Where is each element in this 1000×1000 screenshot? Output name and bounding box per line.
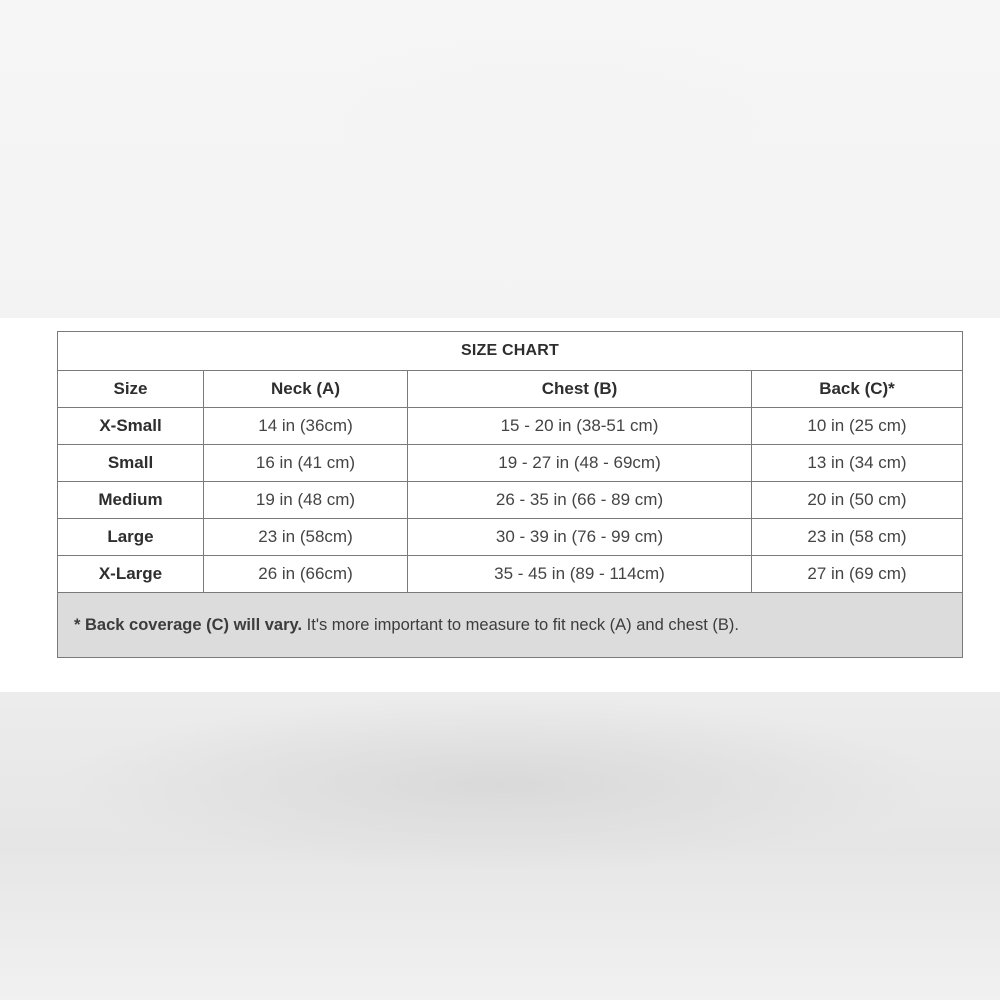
chest-cell: 15 - 20 in (38-51 cm) [408, 408, 752, 445]
size-cell: Large [58, 519, 204, 556]
table-row [58, 445, 963, 482]
table-row [58, 519, 963, 556]
column-header-chest: Chest (B) [408, 371, 752, 408]
back-cell: 27 in (69 cm) [752, 556, 963, 593]
back-cell: 13 in (34 cm) [752, 445, 963, 482]
blurred-background-bottom [0, 692, 1000, 1000]
column-header-neck: Neck (A) [204, 371, 408, 408]
chest-cell: 26 - 35 in (66 - 89 cm) [408, 482, 752, 519]
neck-cell: 23 in (58cm) [204, 519, 408, 556]
size-cell: X-Large [58, 556, 204, 593]
footnote-row [58, 593, 963, 658]
chest-cell: 35 - 45 in (89 - 114cm) [408, 556, 752, 593]
table-title: SIZE CHART [58, 332, 963, 371]
neck-cell: 16 in (41 cm) [204, 445, 408, 482]
neck-cell: 19 in (48 cm) [204, 482, 408, 519]
size-cell: Small [58, 445, 204, 482]
table-row [58, 482, 963, 519]
size-cell: Medium [58, 482, 204, 519]
size-cell: X-Small [58, 408, 204, 445]
chest-cell: 19 - 27 in (48 - 69cm) [408, 445, 752, 482]
footnote-text: It's more important to measure to fit neck (A) and chest (B). [302, 615, 739, 634]
size-chart-table [57, 331, 963, 658]
title-row [58, 332, 963, 371]
header-row [58, 371, 963, 408]
column-header-size: Size [58, 371, 204, 408]
table-row [58, 408, 963, 445]
neck-cell: 14 in (36cm) [204, 408, 408, 445]
back-cell: 20 in (50 cm) [752, 482, 963, 519]
chest-cell: 30 - 39 in (76 - 99 cm) [408, 519, 752, 556]
table-row [58, 556, 963, 593]
neck-cell: 26 in (66cm) [204, 556, 408, 593]
blurred-background-top [0, 0, 1000, 318]
back-cell: 10 in (25 cm) [752, 408, 963, 445]
back-cell: 23 in (58 cm) [752, 519, 963, 556]
column-header-back: Back (C)* [752, 371, 963, 408]
footnote-emphasis: * Back coverage (C) will vary. [74, 615, 303, 634]
footnote [58, 593, 963, 658]
